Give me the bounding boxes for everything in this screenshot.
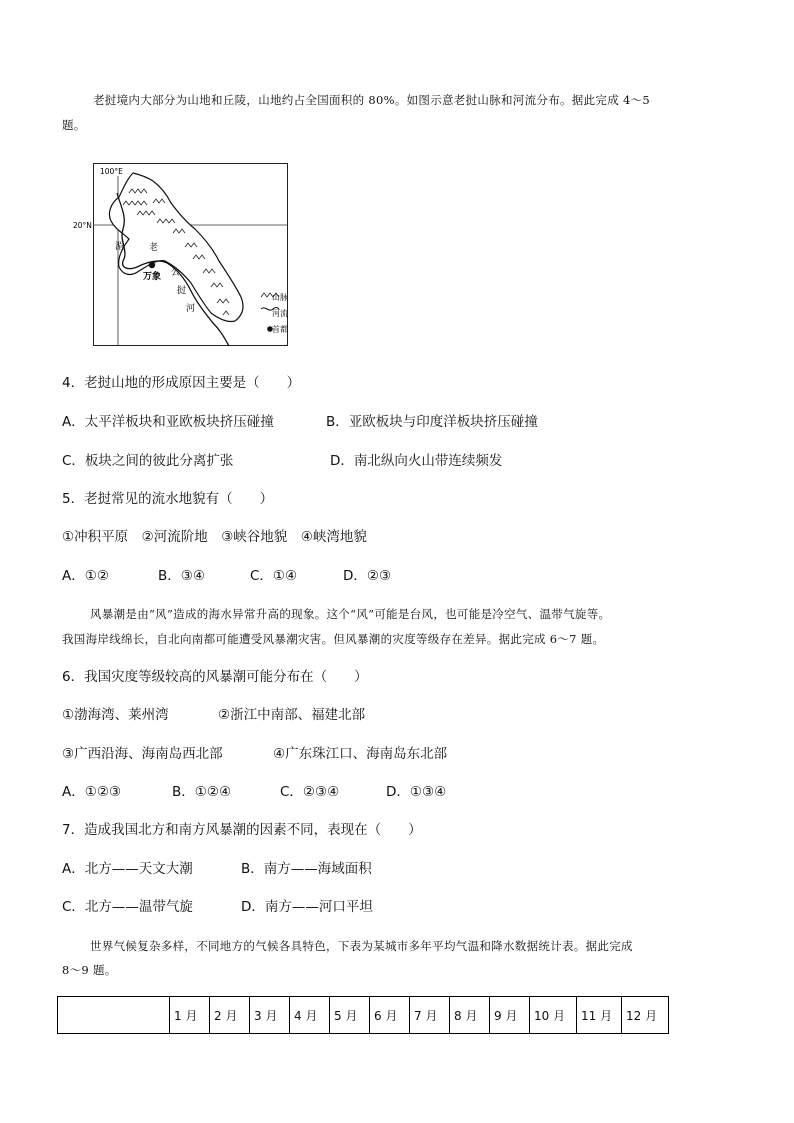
- question-4-stem: 4．老挝山地的形成原因主要是（ ）: [62, 375, 301, 391]
- map-legend: [261, 292, 288, 334]
- legend-river-label: 河流: [272, 309, 288, 318]
- table-header-row: [58, 997, 669, 1034]
- question-4-option-d: D．南北纵向火山带连续频发: [330, 453, 503, 469]
- question-4-option-a: A．太平洋板块和亚欧板块挤压碰撞: [62, 414, 274, 430]
- intro-2-line-1: 风暴潮是由“风”造成的海水异常升高的现象。这个“风”可能是台风，也可能是冷空气、温带气旋等。: [90, 607, 611, 621]
- laos-map: [73, 163, 288, 346]
- latitude-label: 20°N: [73, 221, 92, 230]
- country-char-2: 挝: [177, 286, 187, 296]
- legend-capital-label: 首都: [272, 325, 288, 334]
- month-header-7: 7 月: [410, 997, 450, 1034]
- month-header-12: 12 月: [622, 997, 669, 1034]
- intro-paragraph-2-cont: [62, 631, 604, 647]
- question-6-option-a: A．①②③: [62, 784, 122, 800]
- table-corner-cell: [58, 997, 170, 1034]
- capital-label: 万象: [143, 272, 162, 282]
- intro-paragraph-3: [90, 938, 633, 954]
- month-header-10: 10 月: [530, 997, 577, 1034]
- month-header-2: 2 月: [210, 997, 250, 1034]
- country-char-1: 老: [149, 243, 159, 253]
- month-header-8: 8 月: [450, 997, 490, 1034]
- intro-paragraph-1-cont: [62, 117, 86, 133]
- month-header-6: 6 月: [370, 997, 410, 1034]
- question-6-option-d: D．①③④: [386, 784, 447, 800]
- month-header-11: 11 月: [577, 997, 622, 1034]
- legend-mountain-label: 山脉: [272, 293, 288, 302]
- question-6-option-c: C．②③④: [280, 784, 340, 800]
- question-6-stem: 6．我国灾度等级较高的风暴潮可能分布在（ ）: [62, 669, 368, 685]
- intro-paragraph-2: [90, 606, 610, 622]
- intro-3-line-2: 8～9 题。: [62, 963, 117, 977]
- month-header-9: 9 月: [490, 997, 530, 1034]
- question-7-stem: 7．造成我国北方和南方风暴潮的因素不同，表现在（ ）: [62, 822, 422, 838]
- intro-paragraph-1: [93, 92, 650, 108]
- question-7-option-b: B．南方——海域面积: [241, 861, 372, 877]
- capital-dot: [149, 262, 155, 268]
- question-5-stem: 5．老挝常见的流水地貌有（ ）: [62, 491, 274, 507]
- question-5-option-a: A．①②: [62, 568, 109, 584]
- river-char-1: 湄: [115, 242, 125, 252]
- question-6-item-4: ④广东珠江口、海南岛东北部: [273, 746, 448, 762]
- laos-outline: [109, 173, 243, 322]
- question-5-option-b: B．③④: [158, 568, 205, 584]
- question-6-item-3: ③广西沿海、海南岛西北部: [62, 746, 223, 762]
- question-5-option-c: C．①④: [250, 568, 298, 584]
- month-header-1: 1 月: [170, 997, 210, 1034]
- question-5-option-d: D．②③: [343, 568, 392, 584]
- intro-1-line-2: 题。: [62, 118, 86, 132]
- question-7-option-a: A．北方——天文大潮: [62, 861, 193, 877]
- question-4-option-b: B．亚欧板块与印度洋板块挤压碰撞: [326, 414, 538, 430]
- month-header-4: 4 月: [290, 997, 330, 1034]
- month-header-3: 3 月: [250, 997, 290, 1034]
- intro-paragraph-3-cont: [62, 962, 117, 978]
- climate-data-table: [57, 996, 669, 1034]
- longitude-label: 100°E: [100, 167, 123, 176]
- question-7-option-c: C．北方——温带气旋: [62, 899, 193, 915]
- question-5-items: ①冲积平原 ②河流阶地 ③峡谷地貌 ④峡湾地貌: [62, 529, 367, 545]
- question-6-option-b: B．①②④: [172, 784, 232, 800]
- question-4-option-c: C．板块之间的彼此分离扩张: [62, 453, 234, 469]
- question-6-item-1: ①渤海湾、莱州湾: [62, 707, 169, 723]
- intro-3-line-1: 世界气候复杂多样，不同地方的气候各具特色，下表为某城市多年平均气温和降水数据统计表。据此完成: [90, 939, 633, 953]
- river-char-3: 河: [186, 304, 196, 314]
- question-7-option-d: D．南方——河口平坦: [241, 899, 373, 915]
- intro-1-line-1: 老挝境内大部分为山地和丘陵，山地约占全国面积的 80%。如图示意老挝山脉和河流分布。据此完成 4～5: [93, 93, 650, 107]
- month-header-5: 5 月: [330, 997, 370, 1034]
- question-6-item-2: ②浙江中南部、福建北部: [218, 707, 366, 723]
- intro-2-line-2: 我国海岸线绵长，自北向南都可能遭受风暴潮灾害。但风暴潮的灾度等级存在差异。据此完成 6～7 题。: [62, 632, 605, 646]
- laos-map-figure: [73, 163, 288, 346]
- river-char-2: 公: [171, 268, 181, 278]
